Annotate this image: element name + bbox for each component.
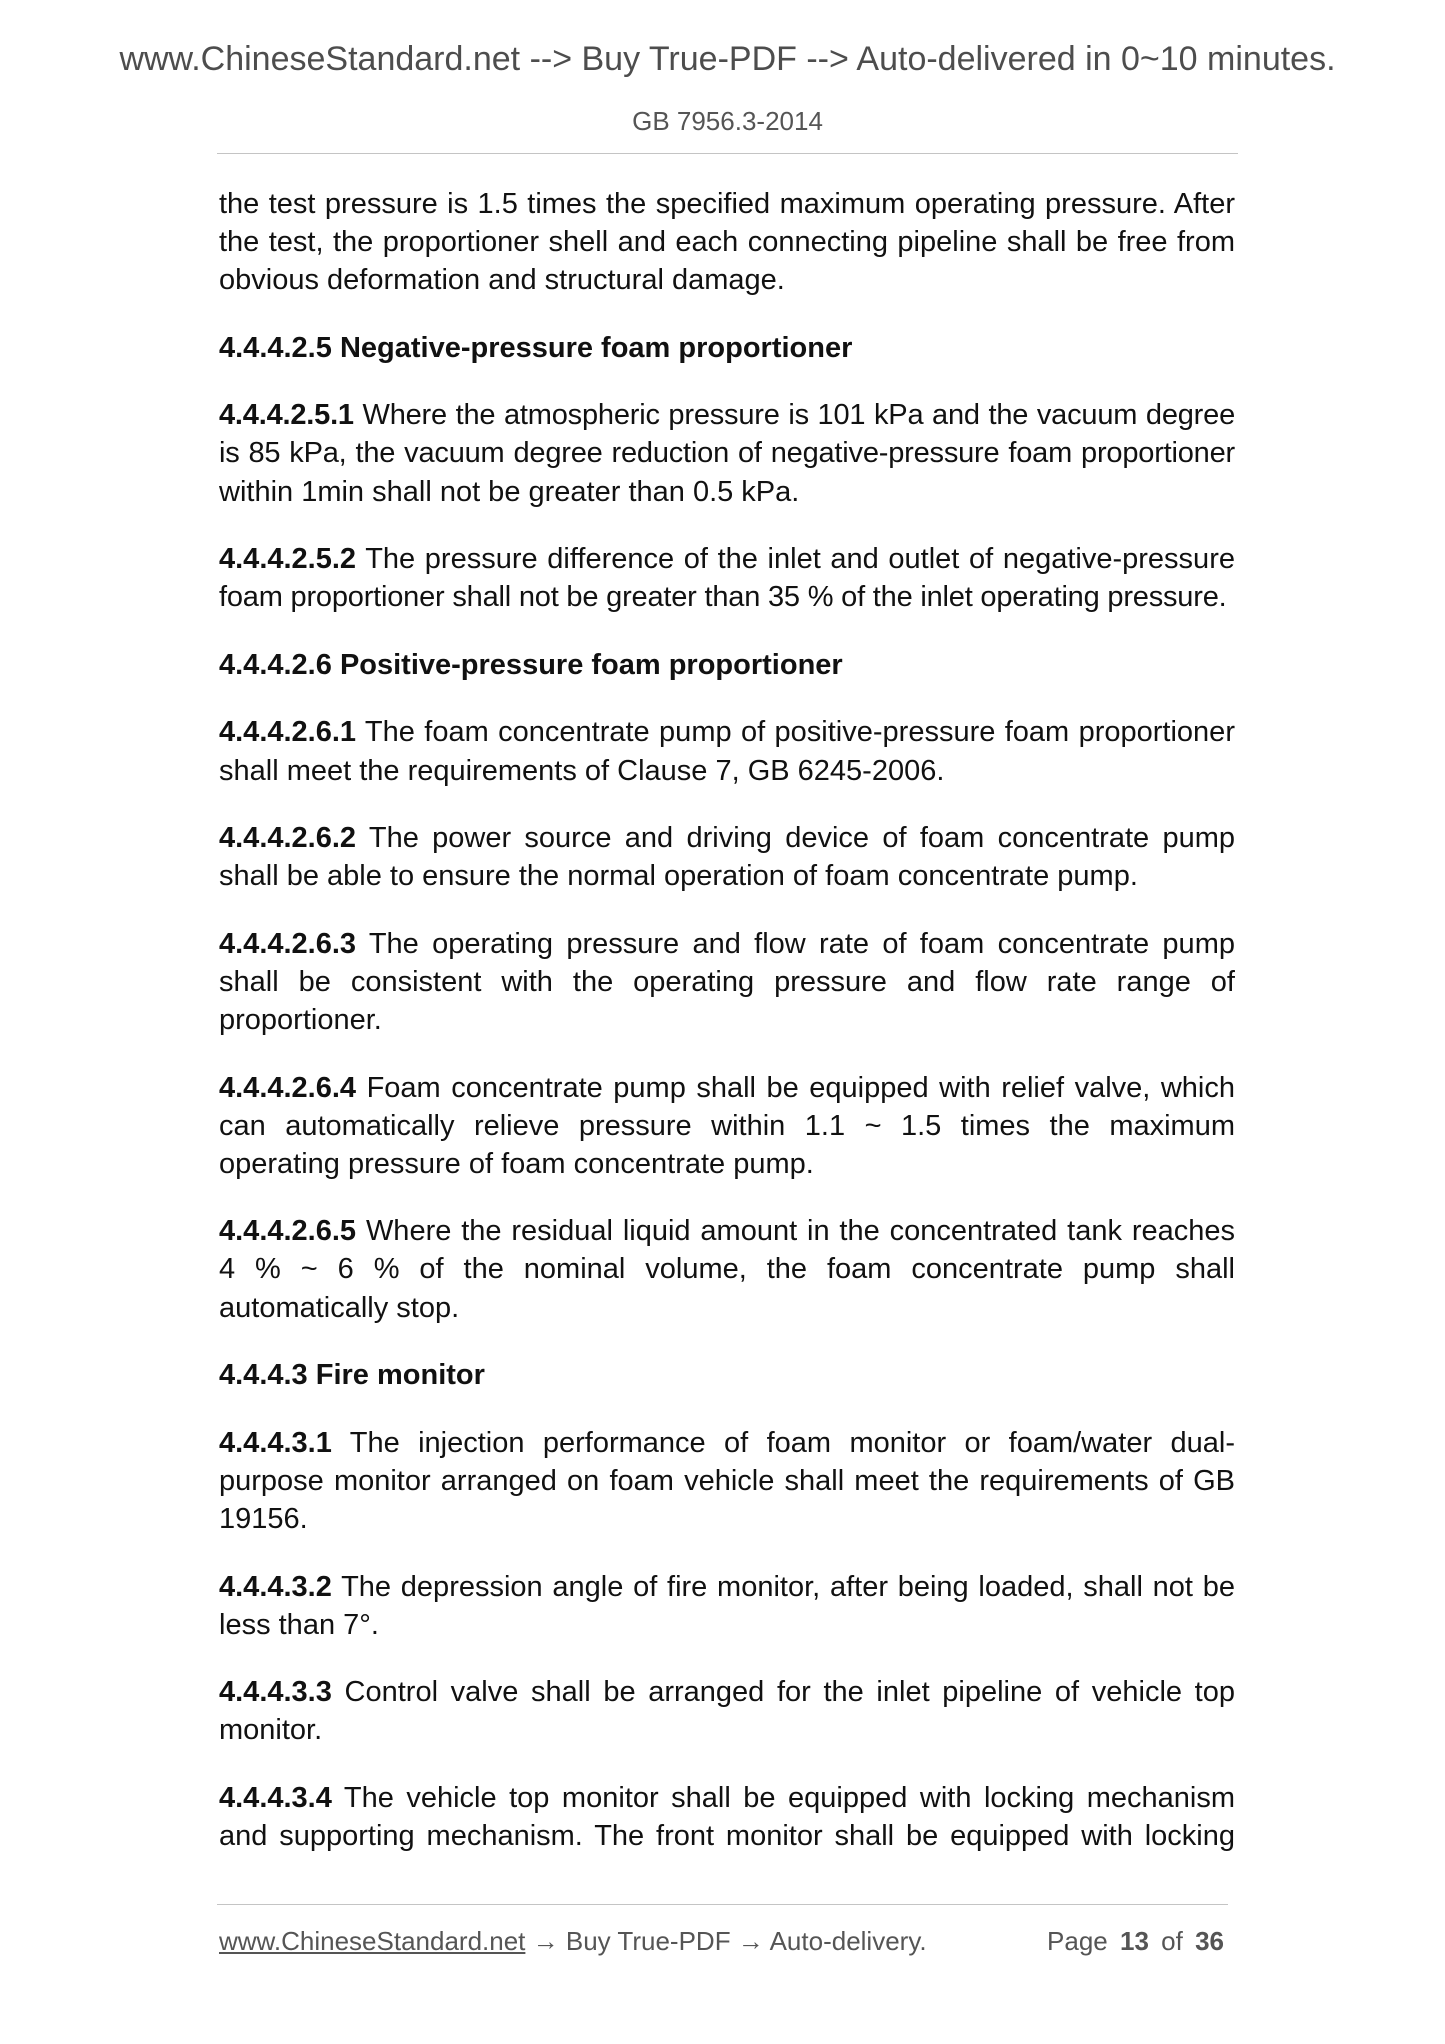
text-line: 19156. — [219, 1502, 308, 1535]
clause-number: 4.4.4.3.3 — [219, 1676, 332, 1709]
text-line — [219, 396, 1235, 434]
standard-id: GB 7956.3-2014 — [632, 106, 823, 136]
text-line: operating pressure of foam concentrate pump. — [219, 1147, 814, 1180]
footer-site-link[interactable]: www.ChineseStandard.net — [219, 1926, 526, 1956]
text-line-content: The power source and driving device of foam concentrate pump — [368, 822, 1235, 855]
clause-4-4-4-3-1 — [219, 1424, 1235, 1538]
text-line — [219, 1069, 1235, 1107]
page-current: 13 — [1120, 1926, 1149, 1956]
clause-number: 4.4.4.3.4 — [219, 1781, 332, 1814]
text-line-content: Foam concentrate pump shall be equipped with relief valve, which — [366, 1071, 1235, 1104]
footer-promo — [219, 1925, 927, 1957]
clause-number: 4.4.4.3.1 — [219, 1426, 332, 1459]
text-line: foam proportioner shall not be greater than 35 % of the inlet operating pressure. — [219, 581, 1227, 614]
text-line-content: Control valve shall be arranged for the inlet pipeline of vehicle top — [344, 1676, 1235, 1709]
clause-4-4-4-2-5-2 — [219, 540, 1235, 616]
text-line-content: The operating pressure and flow rate of foam concentrate pump — [368, 927, 1235, 960]
heading-title: Fire monitor — [315, 1359, 485, 1392]
text-line-content: Where the atmospheric pressure is 101 kPa and the vacuum degree — [362, 399, 1235, 432]
heading-number: 4.4.4.2.5 — [219, 331, 332, 364]
paragraph-continued — [219, 185, 1235, 299]
text-line: obvious deformation and structural damage. — [219, 264, 785, 297]
text-line: less than 7°. — [219, 1608, 379, 1641]
text-line: monitor. — [219, 1714, 323, 1747]
clause-number: 4.4.4.2.6.2 — [219, 822, 357, 855]
heading-title: Negative-pressure foam proportioner — [339, 331, 853, 364]
text-line — [219, 1212, 1235, 1250]
page-of-label: of — [1161, 1926, 1183, 1956]
text-line — [219, 1779, 1235, 1817]
heading-line — [219, 1356, 1235, 1394]
text-line: automatically stop. — [219, 1291, 460, 1324]
heading-4-4-4-3 — [219, 1356, 1235, 1394]
text-line-content: The depression angle of fire monitor, after being loaded, shall not be — [341, 1570, 1235, 1603]
page-total: 36 — [1195, 1926, 1224, 1956]
clause-number: 4.4.4.2.5.1 — [219, 399, 354, 432]
clause-4-4-4-2-6-2 — [219, 819, 1235, 895]
text-line: within 1min shall not be greater than 0.5 kPa. — [219, 475, 800, 508]
heading-4-4-4-2-5 — [219, 329, 1235, 367]
clause-number: 4.4.4.2.6.1 — [219, 716, 357, 749]
clause-4-4-4-3-4 — [219, 1779, 1235, 1855]
text-line: the test, the proportioner shell and each connecting pipeline shall be free from — [219, 226, 1235, 259]
footer-tagline: → Buy True-PDF → Auto-delivery. — [532, 1926, 927, 1956]
text-line: shall be consistent with the operating pressure and flow rate range of — [219, 965, 1235, 998]
heading-line — [219, 646, 1235, 684]
text-line-content: The injection performance of foam monitor or foam/water dual- — [349, 1426, 1235, 1459]
text-line — [219, 1673, 1235, 1711]
text-line: and supporting mechanism. The front monitor shall be equipped with locking — [219, 1820, 1235, 1852]
text-line — [219, 540, 1235, 578]
header-banner: www.ChineseStandard.net --> Buy True-PDF --> Auto-delivered in 0~10 minutes. — [119, 40, 1336, 78]
text-line-content: The foam concentrate pump of positive-pressure foam proportioner — [364, 716, 1235, 749]
clause-number: 4.4.4.2.6.3 — [219, 927, 357, 960]
clause-4-4-4-2-5-1 — [219, 396, 1235, 510]
text-line — [219, 925, 1235, 963]
text-line: 4 % ~ 6 % of the nominal volume, the foam concentrate pump shall — [219, 1253, 1235, 1286]
heading-4-4-4-2-6 — [219, 646, 1235, 684]
text-line — [219, 819, 1235, 857]
clause-4-4-4-2-6-3 — [219, 925, 1235, 1039]
document-body — [219, 185, 1235, 1885]
text-line: can automatically relieve pressure within 1.1 ~ 1.5 times the maximum — [219, 1109, 1235, 1142]
page-label: Page — [1047, 1926, 1108, 1956]
text-line: shall be able to ensure the normal operation of foam concentrate pump. — [219, 860, 1138, 893]
clause-number: 4.4.4.2.6.4 — [219, 1071, 357, 1104]
clause-4-4-4-3-3 — [219, 1673, 1235, 1749]
clause-4-4-4-2-6-4 — [219, 1069, 1235, 1183]
header-divider — [217, 153, 1238, 154]
text-line-content: The vehicle top monitor shall be equipped with locking mechanism — [343, 1781, 1235, 1814]
text-line — [219, 713, 1235, 751]
text-line — [219, 1424, 1235, 1462]
text-line: proportioner. — [219, 1004, 382, 1036]
clause-4-4-4-2-6-5 — [219, 1212, 1235, 1326]
heading-number: 4.4.4.3 — [219, 1359, 308, 1392]
clause-number: 4.4.4.3.2 — [219, 1570, 332, 1603]
heading-title: Positive-pressure foam proportioner — [339, 648, 843, 681]
clause-number: 4.4.4.2.5.2 — [219, 543, 357, 576]
clause-4-4-4-2-6-1 — [219, 713, 1235, 789]
text-line: purpose monitor arranged on foam vehicle shall meet the requirements of GB — [219, 1464, 1235, 1497]
text-line-content: The pressure difference of the inlet and outlet of negative-pressure — [365, 543, 1235, 576]
text-line: is 85 kPa, the vacuum degree reduction of negative-pressure foam proportioner — [219, 437, 1235, 470]
footer-divider — [217, 1904, 1228, 1905]
text-line: the test pressure is 1.5 times the specified maximum operating pressure. After — [219, 188, 1235, 220]
text-line-content: Where the residual liquid amount in the concentrated tank reaches — [365, 1215, 1236, 1248]
clause-4-4-4-3-2 — [219, 1568, 1235, 1644]
text-line: shall meet the requirements of Clause 7, GB 6245-2006. — [219, 754, 945, 787]
page-indicator — [1047, 1925, 1224, 1957]
heading-number: 4.4.4.2.6 — [219, 648, 332, 681]
heading-line — [219, 329, 1235, 367]
text-line — [219, 1568, 1235, 1606]
clause-number: 4.4.4.2.6.5 — [219, 1215, 357, 1248]
